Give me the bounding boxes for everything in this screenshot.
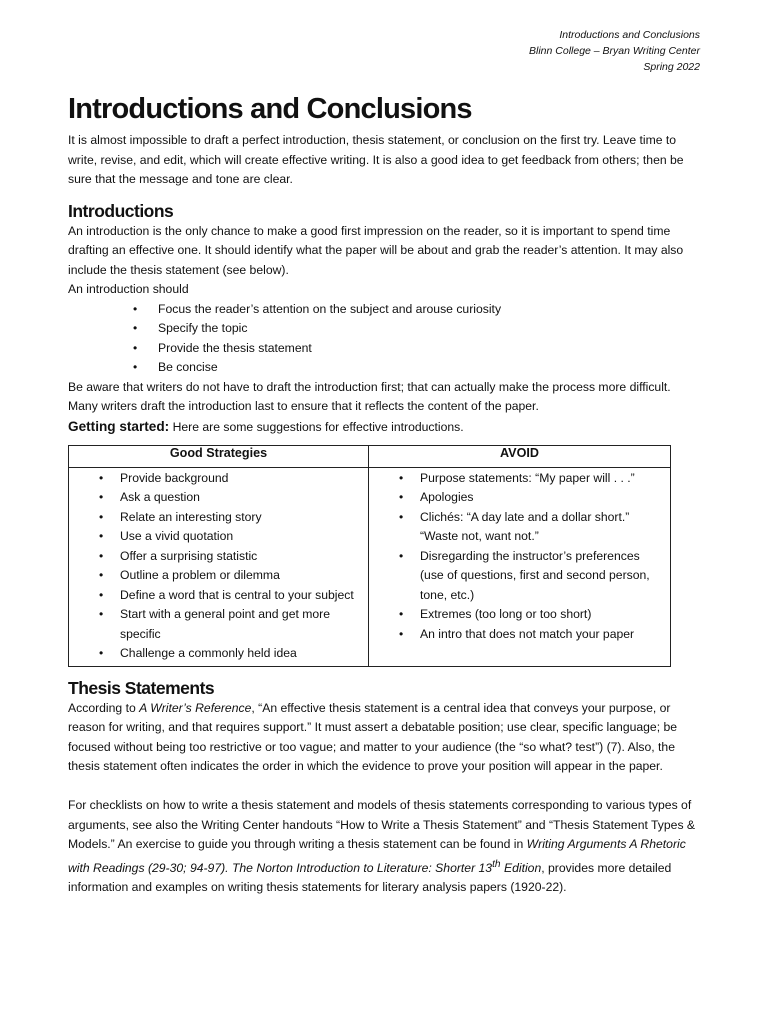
text-run: According to [68,700,140,715]
thesis-paragraph-2 [68,796,700,898]
list-item: • An intro that does not match your paper [369,625,670,645]
introduction-should-list [68,300,700,378]
list-item: • Focus the reader’s attention on the subject and arouse curiosity [68,300,700,320]
list-item: • Challenge a commonly held idea [69,644,368,664]
list-item: • Disregarding the instructor’s preferences (use of questions, first and second person, tone, etc.) [369,547,670,606]
avoid-cell [369,467,671,666]
list-item: • Use a vivid quotation [69,527,368,547]
good-strategies-cell [69,467,369,666]
list-item: • Offer a surprising statistic [69,547,368,567]
list-item: • Start with a general point and get more specific [69,605,368,644]
document-body [68,92,700,898]
introductions-heading: Introductions [68,200,174,221]
thesis-paragraph-1 [68,699,700,777]
getting-started-text: Here are some suggestions for effective introductions. [169,419,464,434]
list-item: • Provide the thesis statement [68,339,700,359]
introductions-list-lead: An introduction should [68,282,189,296]
list-item: • Relate an interesting story [69,508,368,528]
thesis-heading: Thesis Statements [68,677,215,698]
list-item: • Apologies [369,488,670,508]
getting-started [68,417,700,437]
list-item: • Extremes (too long or too short) [369,605,670,625]
book-title: Writing Arguments A Rhetoric with Readings (29-30; 94-97). The Norton Introduction to Literature: Shorter 13 [68,837,686,875]
list-item: • Purpose statements: “My paper will . . .” [369,469,670,489]
running-header [529,27,700,75]
list-item: • Be concise [68,358,700,378]
text-run: For checklists on how to write a thesis statement and models of thesis statements corresponding to various types of arguments, see also the Writing Center handouts “How to Write a Thesis Statement” and “Thesis Statement Types & Models.” An exercise to guide you through writing a thesis statement can be found in [68,798,696,851]
superscript: th [492,858,501,870]
list-item: • Define a word that is central to your subject [69,586,368,606]
intro-paragraph: It is almost impossible to draft a perfect introduction, thesis statement, or conclusion on the first try. Leave time to write, revise, and edit, which will create effective writing. It is also a good idea to get feedback from others; then be sure that the message and tone are clear. [68,133,684,186]
avoid-list [369,469,670,645]
list-item: • Ask a question [69,488,368,508]
introductions-after-paragraph: Be aware that writers do not have to draft the introduction first; that can actually make the process more difficult. Many writers draft the introduction last to ensure that it reflects the content of the paper. [68,379,671,413]
list-item: • Specify the topic [68,319,700,339]
header-institution: Blinn College – Bryan Writing Center [529,45,700,57]
avoid-header: AVOID [369,445,671,467]
page-title: Introductions and Conclusions [68,93,472,125]
text-run: , provides more detailed information and examples on writing thesis statements for literary analysis papers (1920-22). [68,860,672,895]
strategy-table [68,445,671,667]
good-strategies-list [69,469,368,664]
introductions-paragraph: An introduction is the only chance to make a good first impression on the reader, so it is important to spend time drafting an effective one. It should identify what the paper will be about and grab the reader’s attention. It may also include the thesis statement (see below). [68,223,684,277]
header-term: Spring 2022 [643,61,700,73]
book-title: A Writer’s Reference [139,700,252,715]
list-item: • Clichés: “A day late and a dollar short.” “Waste not, want not.” [369,508,670,547]
getting-started-label: Getting started: [68,418,170,434]
header-title: Introductions and Conclusions [559,29,700,41]
good-strategies-header: Good Strategies [69,445,369,467]
book-title: Edition [500,860,542,875]
text-run: , “An effective thesis statement is a central idea that conveys your purpose, or reason for writing, and that requires support.” It must assert a debatable position; use clear, specific language; be focused without being too restrictive or too vague; and matter to your audience (the “so what? test”) (7). Also, the thesis statement often indicates the order in which the evidence to prove your position will appear in the paper. [68,700,678,773]
list-item: • Outline a problem or dilemma [69,566,368,586]
list-item: • Provide background [69,469,368,489]
